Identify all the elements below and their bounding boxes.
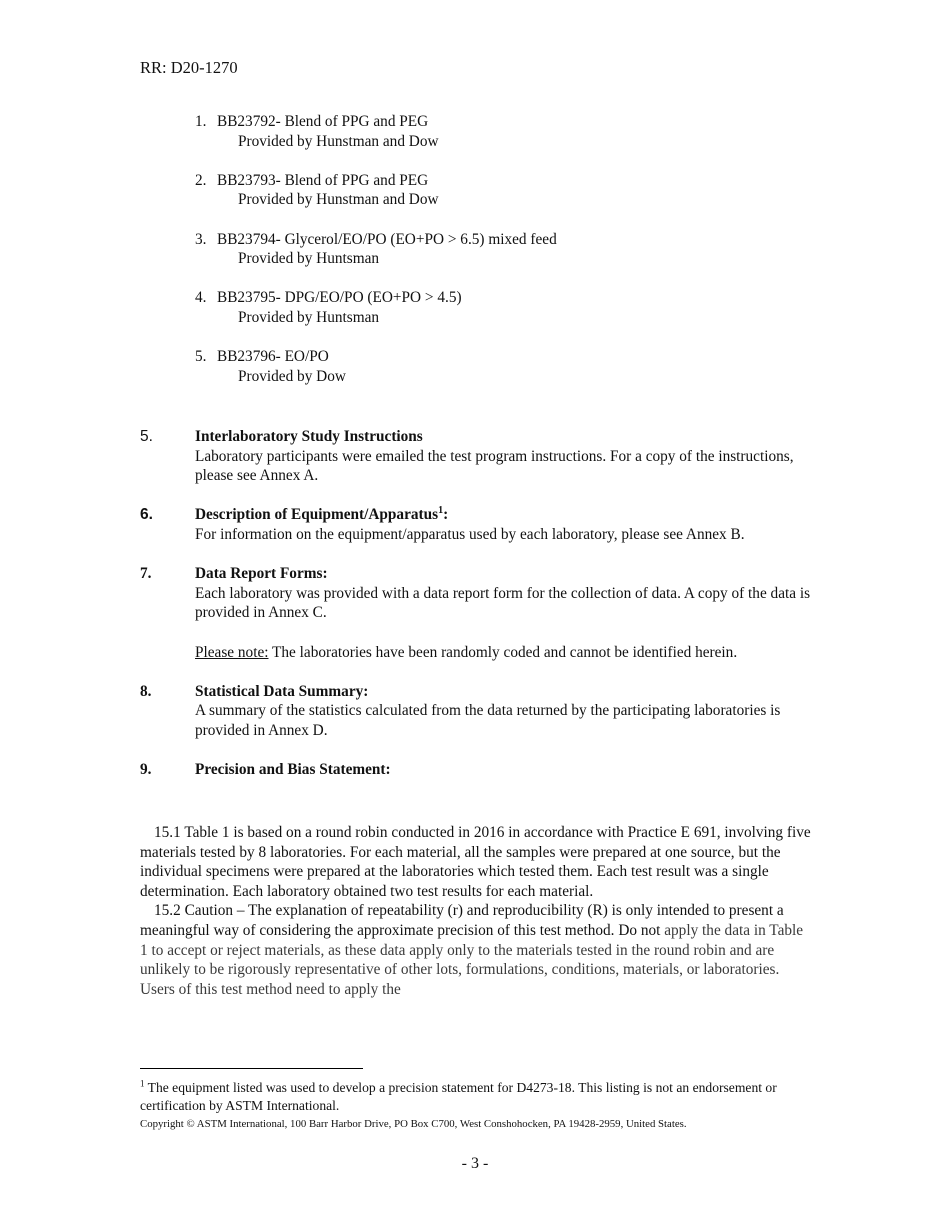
material-title: BB23795- DPG/EO/PO (EO+PO > 4.5) xyxy=(217,289,462,307)
material-provider: Provided by Hunstman and Dow xyxy=(238,132,439,150)
list-item xyxy=(195,171,795,210)
section-number: 6. xyxy=(140,506,153,524)
section-title-text: Description of Equipment/Apparatus xyxy=(195,506,439,524)
material-title: BB23794- Glycerol/EO/PO (EO+PO > 6.5) mixed feed xyxy=(217,230,557,248)
material-title: BB23793- Blend of PPG and PEG xyxy=(217,171,429,189)
section-title-suffix: : xyxy=(443,506,449,524)
document-code-header: RR: D20-1270 xyxy=(140,58,238,77)
precision-text-a: 15.2 Caution – The explanation of repeatability (r) and reproducibility (R) is only intended to present a meaningful way of considering the approximate precision of this test method. Do not xyxy=(140,902,784,939)
material-title: BB23796- EO/PO xyxy=(217,348,329,366)
section-8 xyxy=(140,682,812,741)
section-9 xyxy=(140,760,812,780)
precision-paragraph-15-2 xyxy=(140,901,812,999)
footnote-text: The equipment listed was used to develop a precision statement for D4273-18. This listing is not an endorsement or certification by ASTM International. xyxy=(140,1080,777,1113)
precision-text-b: apply the data in Table 1 to accept or reject materials, as these data apply only to the materials tested in the round robin and are unlikely to be rigorously representative of other lots, formulations, conditions, materials, or laboratories. Users of this test method need to apply the xyxy=(140,921,804,998)
footnote-ref: 1 xyxy=(438,505,444,517)
section-body: Each laboratory was provided with a data report form for the collection of data. A copy of the data is provided in Annex C. xyxy=(195,584,811,622)
section-7 xyxy=(140,564,812,662)
list-item xyxy=(195,112,795,151)
footnote-divider xyxy=(140,1068,363,1069)
materials-list xyxy=(195,112,795,406)
precision-paragraph-15-1: 15.1 Table 1 is based on a round robin conducted in 2016 in accordance with Practice E 691, involving five materials tested by 8 laboratories. For each material, all the samples were prepared at one source, but the individual specimens were prepared at the laboratories which tested them. Each test result was a single determination. Each laboratory obtained two test results for each material. xyxy=(140,824,811,900)
list-item xyxy=(195,230,795,269)
section-number: 7. xyxy=(140,565,152,583)
material-number: 3. xyxy=(195,230,207,248)
sections xyxy=(140,427,812,799)
footnote xyxy=(140,1079,820,1114)
precision-statement xyxy=(140,823,812,999)
material-provider: Provided by Huntsman xyxy=(238,250,380,268)
note-text: The laboratories have been randomly coded and cannot be identified herein. xyxy=(268,643,738,661)
list-item xyxy=(195,288,795,327)
material-number: 4. xyxy=(195,289,207,307)
copyright-notice: Copyright © ASTM International, 100 Barr Harbor Drive, PO Box C700, West Conshohocken, PA 19428-2959, United States. xyxy=(140,1118,687,1130)
section-note xyxy=(195,643,812,663)
section-title: Interlaboratory Study Instructions xyxy=(195,428,423,445)
page-number: - 3 - xyxy=(461,1155,489,1172)
material-title: BB23792- Blend of PPG and PEG xyxy=(217,113,429,130)
footnote-marker: 1 xyxy=(140,1078,145,1089)
section-body: A summary of the statistics calculated from the data returned by the participating laboratories is provided in Annex D. xyxy=(195,702,781,739)
section-number: 5. xyxy=(140,428,153,445)
section-title: Precision and Bias Statement: xyxy=(195,761,391,779)
list-item xyxy=(195,347,795,386)
material-number: 5. xyxy=(195,348,207,366)
material-number: 2. xyxy=(195,171,207,189)
section-title: Statistical Data Summary: xyxy=(195,682,369,700)
section-5 xyxy=(140,427,812,486)
section-6 xyxy=(140,505,812,544)
material-provider: Provided by Dow xyxy=(238,367,346,385)
material-provider: Provided by Huntsman xyxy=(238,308,380,326)
section-title xyxy=(195,505,812,525)
section-number: 9. xyxy=(140,761,152,779)
material-number: 1. xyxy=(195,113,207,130)
note-label: Please note: xyxy=(195,643,269,661)
section-title: Data Report Forms: xyxy=(195,565,328,583)
section-number: 8. xyxy=(140,682,152,700)
material-provider: Provided by Hunstman and Dow xyxy=(238,191,439,209)
section-body: For information on the equipment/apparatus used by each laboratory, please see Annex B. xyxy=(195,525,745,543)
section-body: Laboratory participants were emailed the test program instructions. For a copy of the instructions, please see Annex A. xyxy=(195,447,794,485)
